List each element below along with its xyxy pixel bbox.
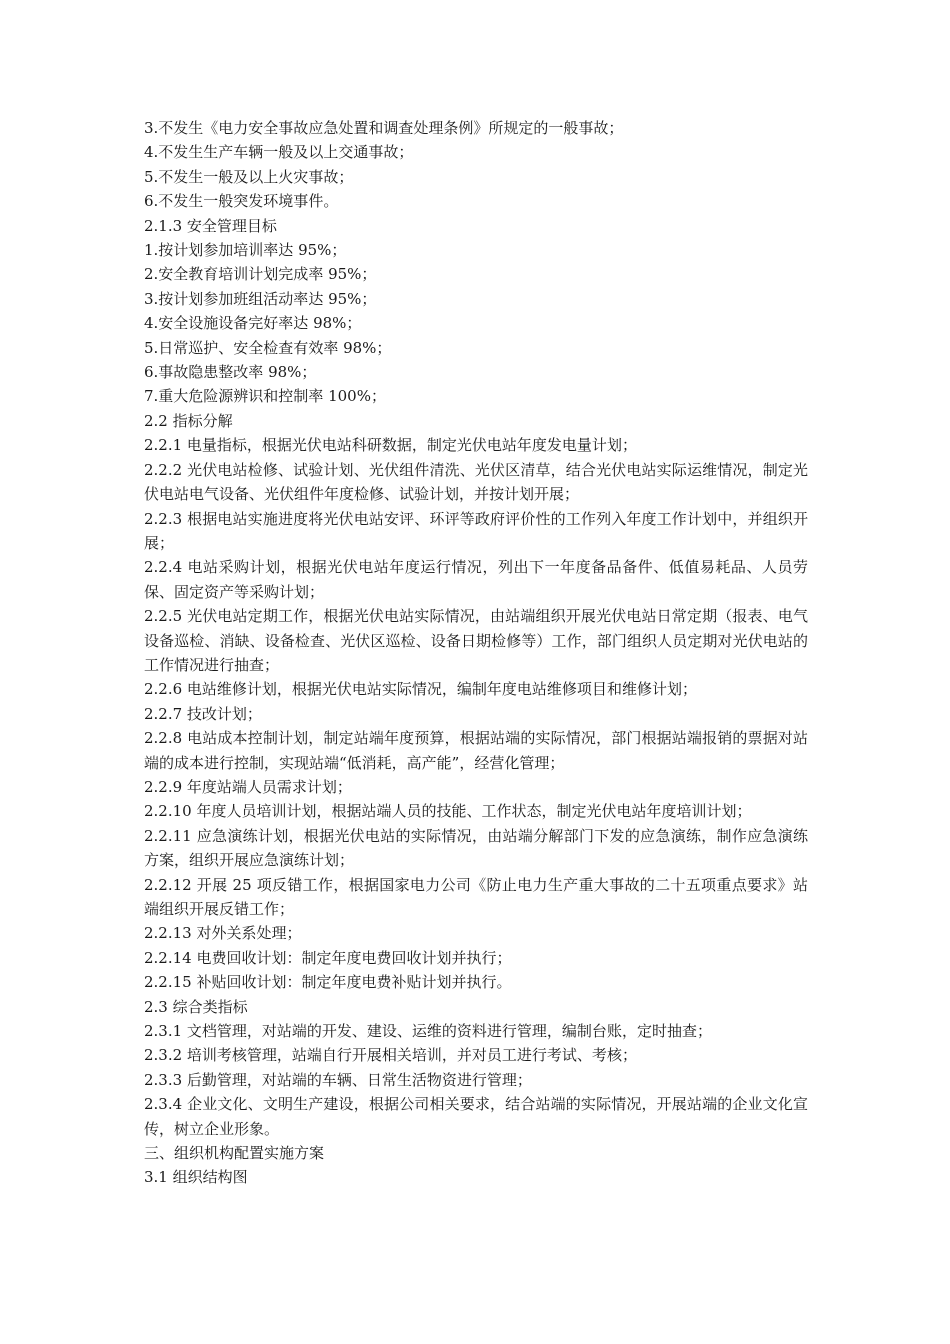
- paragraph: 2.2.12 开展 25 项反错工作，根据国家电力公司《防止电力生产重大事故的二十五项重点要求》站端组织开展反错工作；: [144, 875, 808, 918]
- paragraph: 2.2.15 补贴回收计划：制定年度电费补贴计划并执行。: [144, 973, 512, 992]
- paragraph: 3.不发生《电力安全事故应急处置和调查处理条例》所规定的一般事故；: [144, 119, 624, 137]
- paragraph: 2.2.5 光伏电站定期工作，根据光伏电站实际情况，由站端组织开展光伏电站日常定期（报表、电气设备巡检、消缺、设备检查、光伏区巡检、设备日期检修等）工作，部门组织人员定期对光伏电站的工作情况进行抽查；: [144, 607, 808, 674]
- paragraph: 5.不发生一般及以上火灾事故；: [144, 167, 354, 186]
- paragraph: 4.不发生生产车辆一般及以上交通事故；: [144, 143, 414, 162]
- paragraph: 2.2.1 电量指标，根据光伏电站科研数据，制定光伏电站年度发电量计划；: [144, 436, 637, 455]
- chapter-heading: 三、组织机构配置实施方案: [144, 1144, 325, 1163]
- section-heading: 2.1.3 安全管理目标: [144, 216, 277, 235]
- paragraph: 2.安全教育培训计划完成率 95%；: [144, 265, 377, 284]
- paragraph: 2.2.7 技改计划；: [144, 704, 262, 723]
- paragraph: 2.2.8 电站成本控制计划，制定站端年度预算，根据站端的实际情况，部门根据站端报销的票据对站端的成本进行控制，实现站端“低消耗，高产能”，经营化管理；: [144, 729, 808, 772]
- paragraph: 2.3.2 培训考核管理，站端自行开展相关培训，并对员工进行考试、考核；: [144, 1046, 637, 1065]
- paragraph: 2.2.3 根据电站实施进度将光伏电站安评、环评等政府评价性的工作列入年度工作计划中，并组织开展；: [144, 509, 808, 552]
- paragraph: 2.2.10 年度人员培训计划，根据站端人员的技能、工作状态，制定光伏电站年度培训计划；: [144, 802, 752, 821]
- paragraph: 6.不发生一般突发环境事件。: [144, 192, 339, 211]
- paragraph: 2.2.6 电站维修计划，根据光伏电站实际情况，编制年度电站维修项目和维修计划；: [144, 680, 697, 699]
- paragraph: 2.2.9 年度站端人员需求计划；: [144, 777, 352, 796]
- paragraph: 6.事故隐患整改率 98%；: [144, 363, 317, 382]
- paragraph: 2.2.14 电费回收计划：制定年度电费回收计划并执行；: [144, 948, 512, 967]
- paragraph: 2.3.4 企业文化、文明生产建设，根据公司相关要求，结合站端的实际情况，开展站端的企业文化宣传，树立企业形象。: [144, 1095, 808, 1138]
- section-heading: 2.2 指标分解: [144, 411, 233, 430]
- paragraph: 4.安全设施设备完好率达 98%；: [144, 314, 362, 333]
- section-heading: 2.3 综合类指标: [144, 997, 248, 1016]
- paragraph: 2.2.13 对外关系处理；: [144, 924, 302, 943]
- paragraph: 1.按计划参加培训率达 95%；: [144, 241, 347, 260]
- paragraph: 2.3.1 文档管理，对站端的开发、建设、运维的资料进行管理，编制台账，定时抽查；: [144, 1022, 712, 1041]
- paragraph: 3.按计划参加班组活动率达 95%；: [144, 289, 377, 308]
- section-heading: 3.1 组织结构图: [144, 1168, 248, 1187]
- paragraph: 2.2.11 应急演练计划，根据光伏电站的实际情况，由站端分解部门下发的应急演练，制作应急演练方案，组织开展应急演练计划；: [144, 826, 808, 870]
- paragraph: 5.日常巡护、安全检查有效率 98%；: [144, 338, 392, 357]
- document-body: [144, 116, 808, 1190]
- paragraph: 7.重大危险源辨识和控制率 100%；: [144, 387, 386, 406]
- paragraph: 2.2.2 光伏电站检修、试验计划、光伏组件清洗、光伏区清草，结合光伏电站实际运维情况，制定光伏电站电气设备、光伏组件年度检修、试验计划，并按计划开展；: [144, 460, 808, 504]
- paragraph: 2.2.4 电站采购计划，根据光伏电站年度运行情况，列出下一年度备品备件、低值易耗品、人员劳保、固定资产等采购计划；: [144, 558, 808, 601]
- paragraph: 2.3.3 后勤管理，对站端的车辆、日常生活物资进行管理；: [144, 1070, 532, 1089]
